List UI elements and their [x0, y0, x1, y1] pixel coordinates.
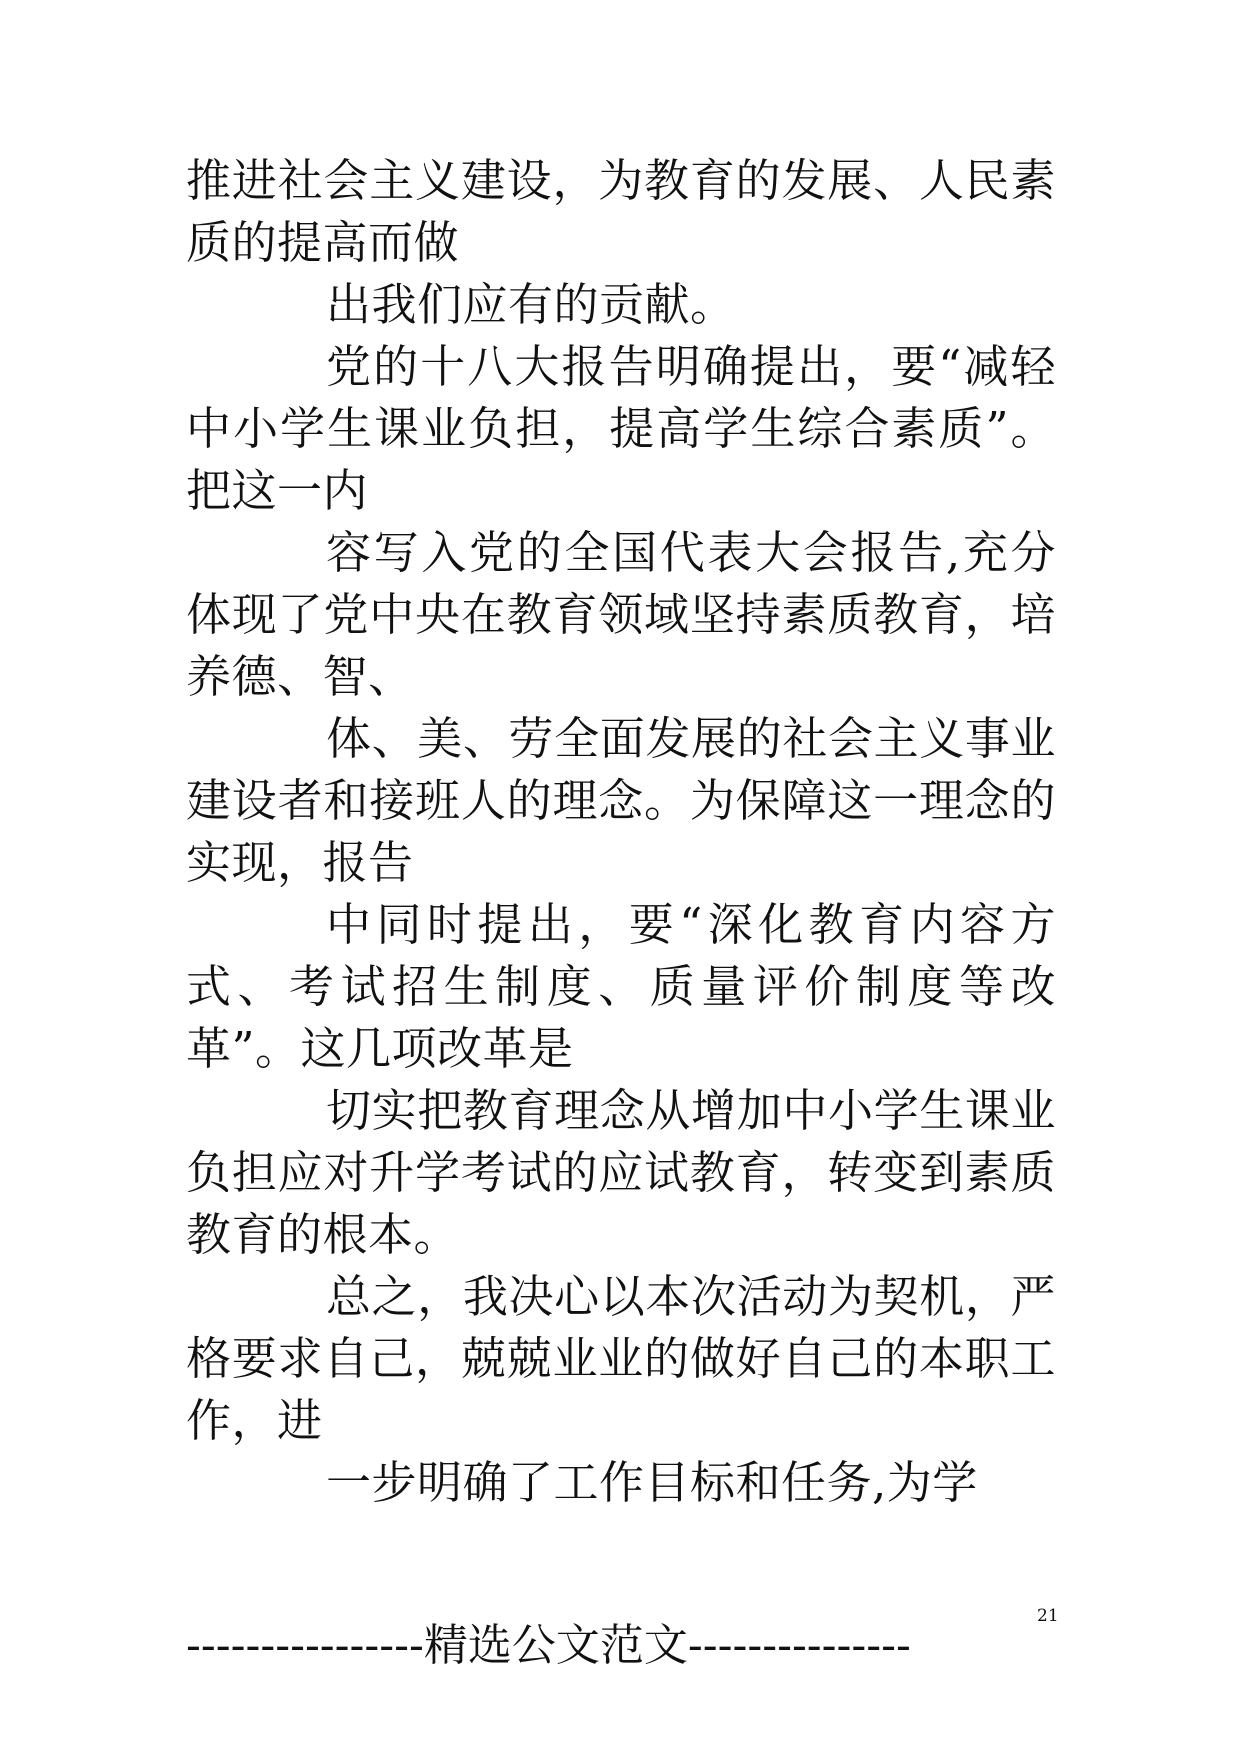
footer-caption: ----------------精选公文范文---------------: [186, 1620, 911, 1671]
paragraph-2: 出我们应有的贡献。: [326, 278, 736, 331]
paragraph-7: 切实把教育理念从增加中小学生课业负担应对升学考试的应试教育，转变到素质教育的根本。: [186, 1084, 1056, 1261]
paragraph-1: 推进社会主义建设，为教育的发展、人民素质的提高而做: [186, 154, 1056, 269]
paragraph-5: 体、美、劳全面发展的社会主义事业建设者和接班人的理念。为保障这一理念的实现，报告: [186, 712, 1056, 889]
body-text: [186, 150, 1056, 1514]
paragraph-8: 总之，我决心以本次活动为契机，严格要求自己，兢兢业业的做好自己的本职工作，进: [186, 1270, 1056, 1447]
paragraph-3: 党的十八大报告明确提出，要“减轻中小学生课业负担，提高学生综合素质”。把这一内: [186, 340, 1056, 517]
paragraph-9: 一步明确了工作目标和任务,为学: [326, 1456, 978, 1509]
paragraph-4: 容写入党的全国代表大会报告,充分体现了党中央在教育领域坚持素质教育，培养德、智、: [186, 526, 1056, 703]
paragraph-6: 中同时提出，要“深化教育内容方式、考试招生制度、质量评价制度等改革”。这几项改革是: [186, 898, 1056, 1075]
page-number: 21: [1037, 1606, 1059, 1626]
